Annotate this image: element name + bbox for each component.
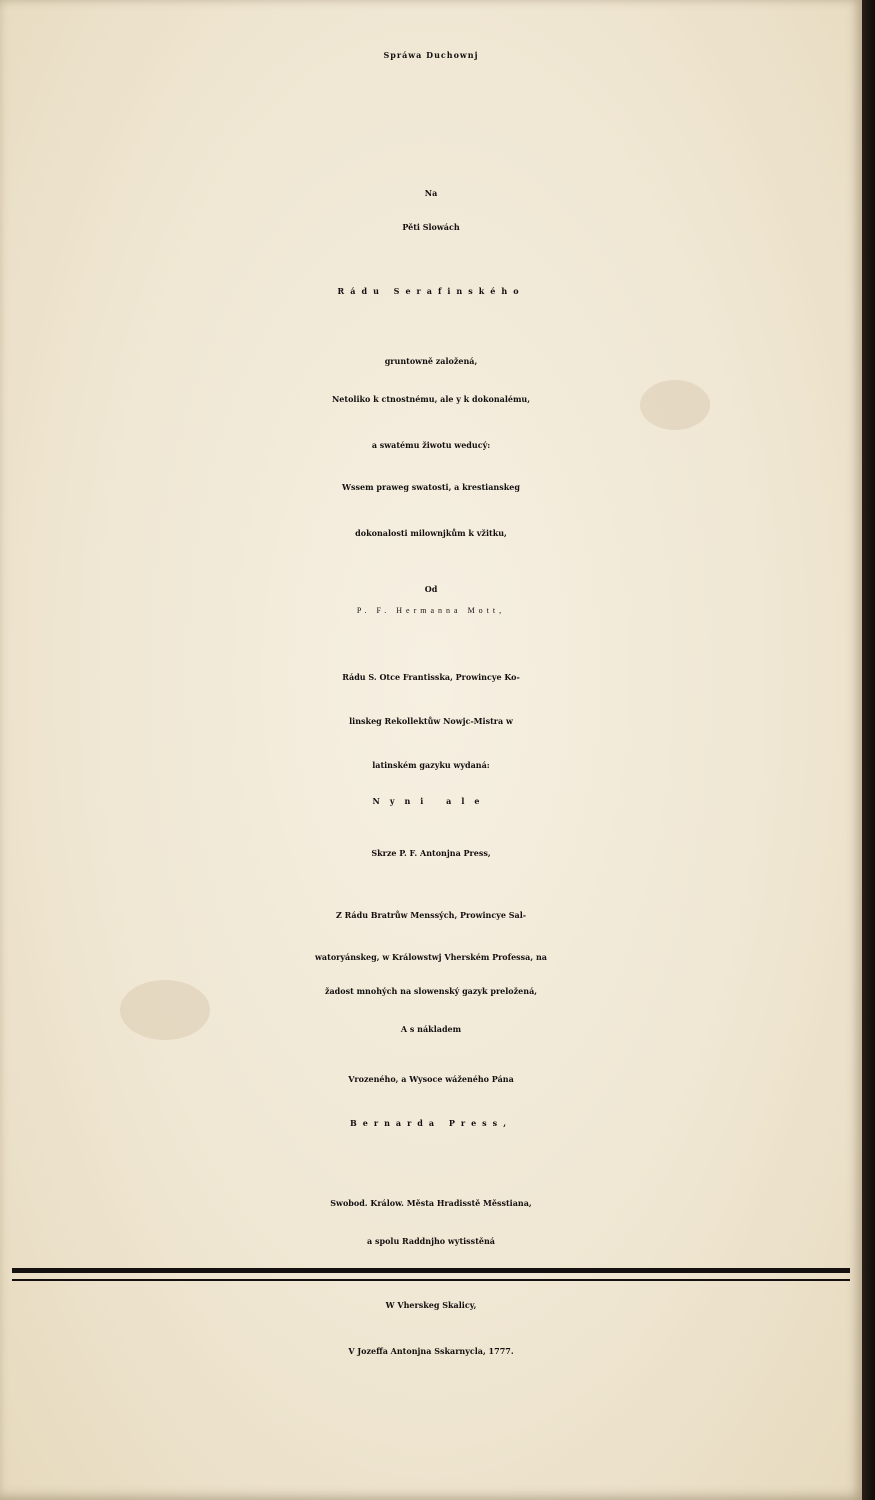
imprint-place: W Vherskeg Skalicy,: [385, 1300, 477, 1310]
latinskem-line: latinském gazyku wydaná:: [372, 760, 490, 770]
peti-slowach-line: Pěti Slowách: [402, 222, 460, 232]
divider-rule-thick: [12, 1268, 850, 1273]
imprint-printer: V Jozeffa Antonjna Sskarnycla, 1777.: [348, 1346, 514, 1356]
vrozeneho-line: Vrozeného, a Wysoce wáženého Pána: [348, 1074, 514, 1084]
dokonalosti-line: dokonalosti milownjkům k vžitku,: [355, 528, 507, 538]
divider-rule-thin: [12, 1279, 850, 1281]
na-line: Na: [424, 188, 438, 198]
bernarda-press-line: Bernarda Press,: [350, 1118, 512, 1128]
swobod-line: Swobod. Králow. Města Hradisstě Měsstiana,: [330, 1198, 532, 1208]
foxing-stain: [640, 380, 710, 430]
watoryanskeg-line: watoryánskeg, w Králowstwj Vherském Professa, na: [315, 952, 547, 962]
author-line: P. F. Hermanna Mott,: [356, 606, 506, 615]
netoliko-line: Netoliko k ctnostnému, ale y k dokonalému,: [331, 394, 531, 404]
linskeg-line: linskeg Rekollektůw Nowjc-Mistra w: [349, 716, 513, 726]
zadost-line: žadost mnohých na slowenský gazyk preložená,: [324, 986, 538, 996]
nyni-ale-line: Nyni ale: [372, 796, 490, 806]
radu-serafinskeho-line: Rádu Serafinského: [337, 286, 525, 296]
od-line: Od: [424, 584, 438, 594]
swatemu-line: a swatému žiwotu weducý:: [371, 440, 491, 450]
radu-s-line: Rádu S. Otce Frantisska, Prowincye Ko-: [342, 672, 520, 682]
skrze-line: Skrze P. F. Antonjna Press,: [371, 848, 491, 858]
z-radu-line: Z Rádu Bratrůw Menssých, Prowincye Sal-: [335, 910, 527, 920]
book-title: Spráwa Duchownj: [383, 50, 479, 60]
a-spolu-line: a spolu Raddnjho wytisstěná: [367, 1236, 495, 1246]
gruntowne-line: gruntowně založená,: [384, 356, 478, 366]
a-s-nakladem-line: A s nákladem: [400, 1024, 462, 1034]
page-edge: [862, 0, 875, 1500]
wssem-line: Wssem praweg swatosti, a krestianskeg: [342, 482, 520, 492]
